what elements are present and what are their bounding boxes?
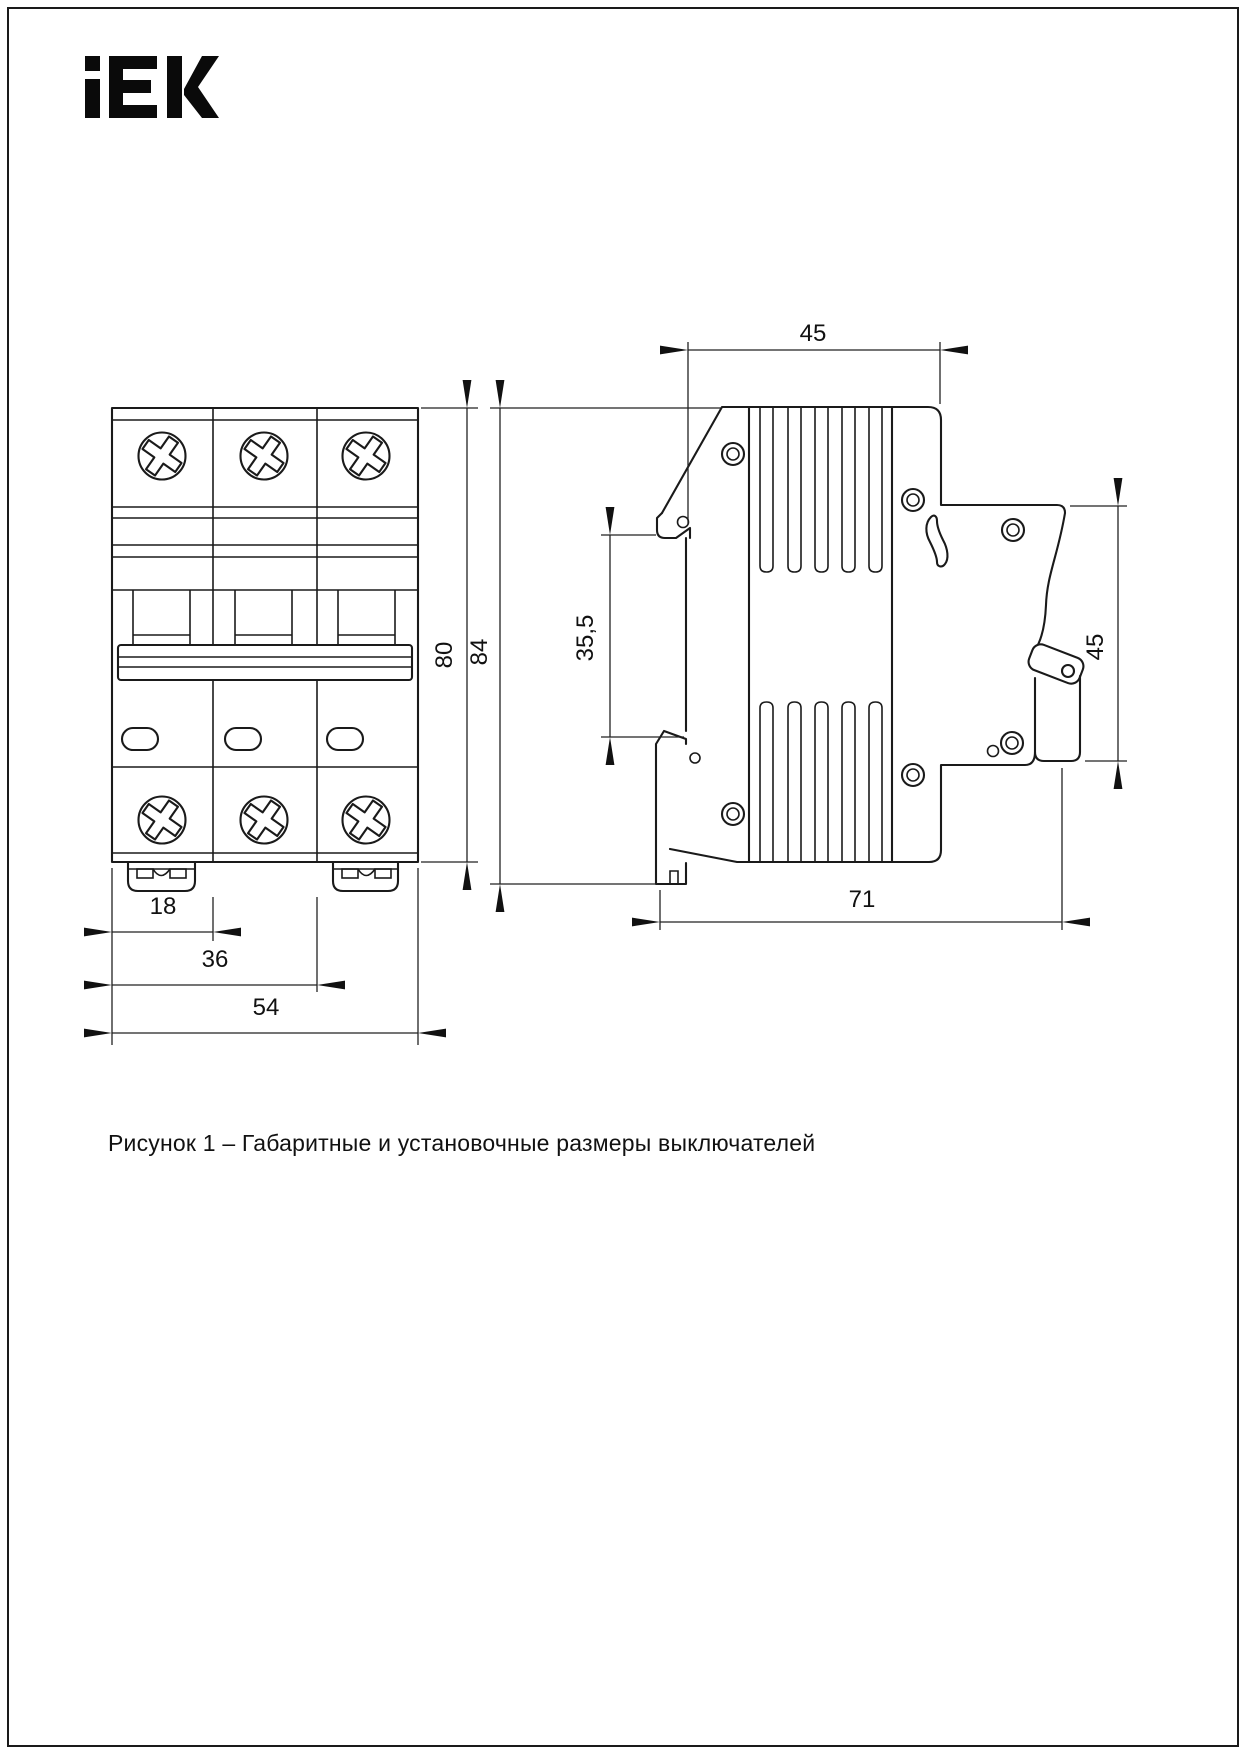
dim-front-face-height [1070, 506, 1127, 761]
dim-label-36: 36 [201, 946, 229, 973]
screw-icon [338, 792, 394, 848]
dim-front-height [421, 408, 478, 862]
rivet-icon [722, 803, 744, 825]
rivet-icon [902, 764, 924, 786]
front-horizontal-lines [112, 420, 418, 853]
label-windows [122, 728, 363, 750]
toggle-openings [133, 590, 395, 645]
dim-depth [660, 768, 1062, 930]
dim-label-45-top: 45 [799, 320, 827, 347]
pin-hole [988, 746, 999, 757]
mounting-clips [128, 862, 398, 891]
rivets [722, 443, 1024, 825]
screw-icon [134, 428, 190, 484]
vent-panel [749, 407, 892, 862]
dim-din-offset [572, 535, 684, 737]
vent-slots-top [760, 408, 882, 572]
rivet-icon [1001, 732, 1023, 754]
screw-icon [134, 792, 190, 848]
vent-slots-bottom [760, 702, 882, 861]
kidney-slot [926, 516, 947, 567]
rivet-icon [1002, 519, 1024, 541]
dim-label-18: 18 [149, 893, 177, 920]
figure-caption: Рисунок 1 – Габаритные и установочные размеры выключателей [108, 1130, 816, 1156]
side-body-outline-top [662, 407, 1065, 650]
dim-side-top-width [688, 320, 940, 524]
front-view [112, 408, 478, 1045]
dim-label-45-right: 45 [1082, 633, 1109, 661]
screw-icon [338, 428, 394, 484]
dim-front-widths [112, 868, 418, 1045]
terminal-screws-bottom [134, 792, 394, 848]
rivet-icon [722, 443, 744, 465]
dim-label-71: 71 [848, 886, 876, 913]
toggle-lever [1026, 642, 1086, 761]
dim-label-35-5: 35,5 [572, 614, 599, 662]
dim-label-80: 80 [431, 641, 458, 669]
dim-label-84: 84 [466, 638, 493, 666]
toggle-crossbar [118, 645, 412, 680]
screw-icon [236, 792, 292, 848]
screw-icon [236, 428, 292, 484]
din-hook [657, 513, 690, 731]
side-view [466, 320, 1127, 930]
dim-label-54: 54 [252, 994, 280, 1021]
rivet-icon [902, 489, 924, 511]
din-latch [656, 731, 700, 884]
terminal-screws-top [134, 428, 394, 484]
